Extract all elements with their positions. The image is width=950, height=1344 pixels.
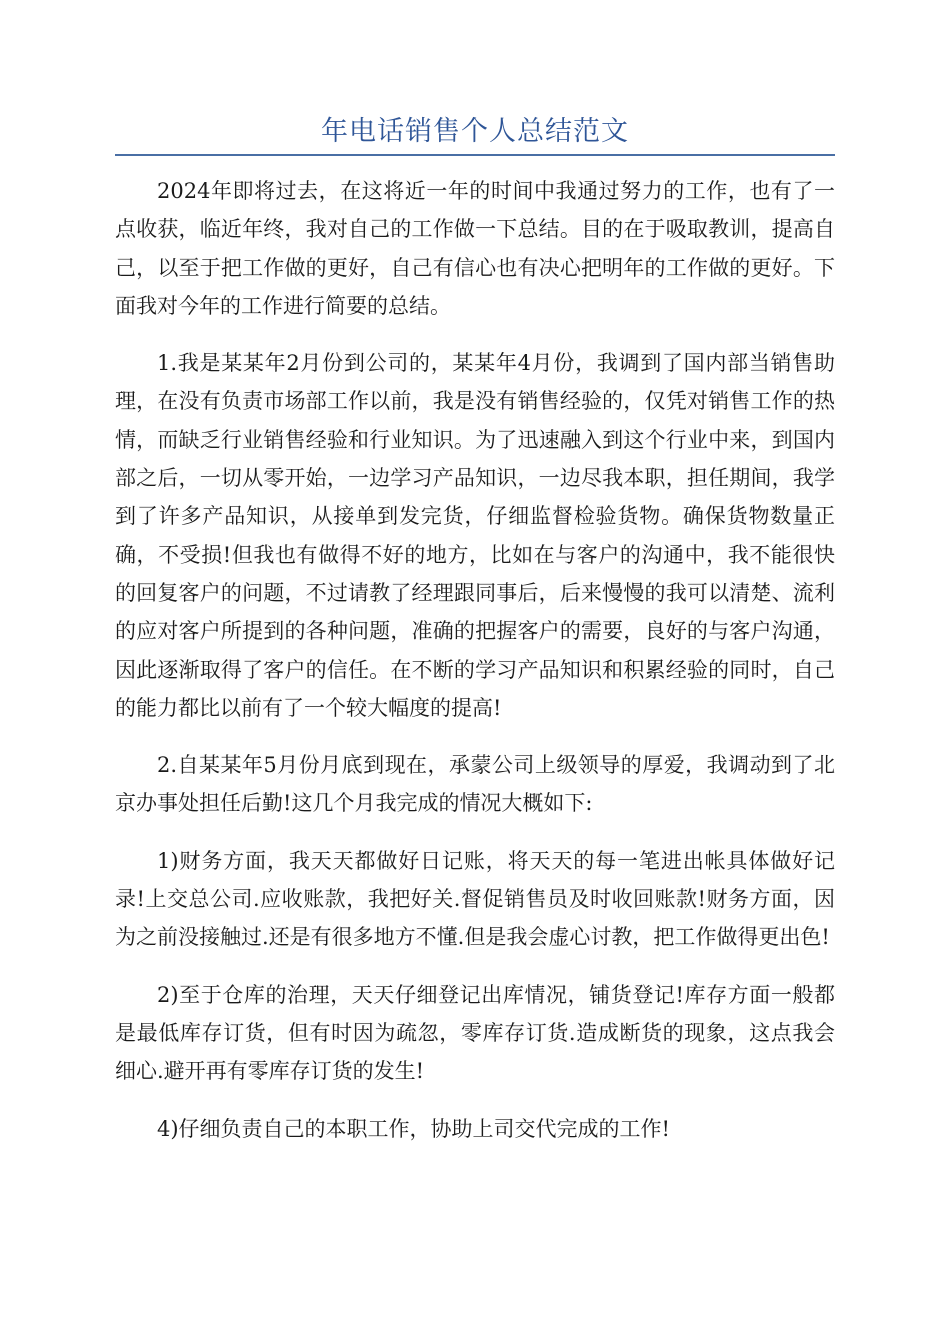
paragraph-warehouse: 2)至于仓库的治理，天天仔细登记出库情况，铺货登记!库存方面一般都是最低库存订货，但有时因为疏忽，零库存订货.造成断货的现象，这点我会细心.避开再有零库存订货的发生! xyxy=(115,982,835,1084)
paragraph-item-1: 1.我是某某年2月份到公司的，某某年4月份，我调到了国内部当销售助理，在没有负责市场部工作以前，我是没有销售经验的，仅凭对销售工作的热情，而缺乏行业销售经验和行业知识。为了迅速融入到这个行业中来，到国内部之后，一切从零开始，一边学习产品知识，一边尽我本职，担任期间，我学到了许多产品知识，从接单到发完货，仔细监督检验货物。确保货物数量正确，不受损!但我也有做得不好的地方，比如在与客户的沟通中，我不能很快的回复客户的问题，不过请教了经理跟同事后，后来慢慢的我可以清楚、流利的应对客户所提到的各种问题，准确的把握客户的需要，良好的与客户沟通，因此逐渐取得了客户的信任。在不断的学习产品知识和积累经验的同时，自己的能力都比以前有了一个较大幅度的提高! xyxy=(115,351,835,720)
paragraph-intro: 2024年即将过去，在这将近一年的时间中我通过努力的工作，也有了一点收获，临近年终，我对自己的工作做一下总结。目的在于吸取教训，提高自己，以至于把工作做的更好，自己有信心也有决心把明年的工作做的更好。下面我对今年的工作进行简要的总结。 xyxy=(115,179,835,318)
title-underline xyxy=(115,154,835,156)
paragraph-item-2: 2.自某某年5月份月底到现在，承蒙公司上级领导的厚爱，我调动到了北京办事处担任后勤!这几个月我完成的情况大概如下: xyxy=(115,753,835,816)
paragraph-finance: 1)财务方面，我天天都做好日记账，将天天的每一笔进出帐具体做好记录!上交总公司.应收账款，我把好关.督促销售员及时收回账款!财务方面，因为之前没接触过.还是有很多地方不懂.但是我会虚心讨教，把工作做得更出色! xyxy=(115,848,835,950)
document-body xyxy=(115,172,835,1167)
document-title: 年电话销售个人总结范文 xyxy=(321,116,629,147)
paragraph-duties: 4)仔细负责自己的本职工作，协助上司交代完成的工作! xyxy=(157,1116,670,1141)
